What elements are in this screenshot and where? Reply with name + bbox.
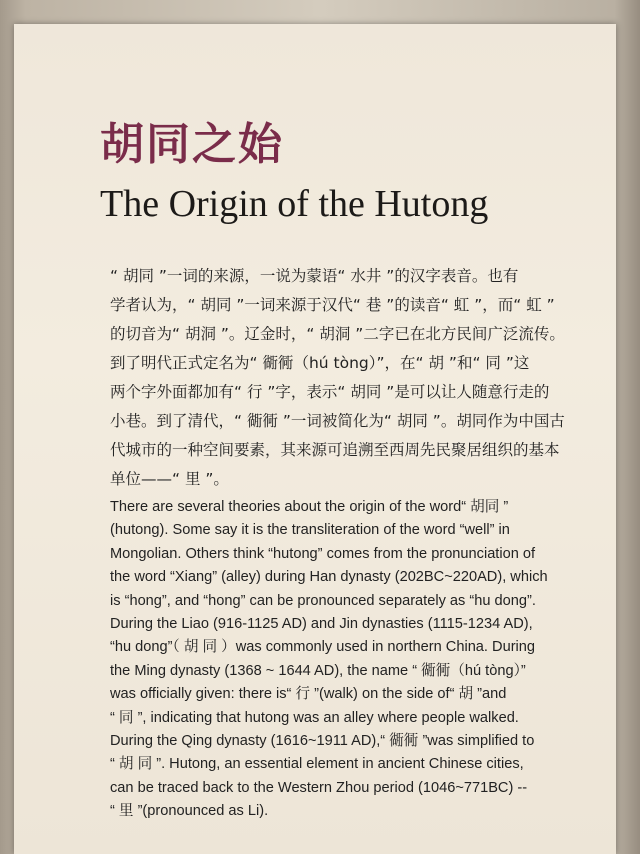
paragraph-english-line: Mongolian. Others think “hutong” comes from the pronunciation of	[110, 545, 536, 562]
paragraph-chinese-line: 单位——“ 里 ”。	[110, 470, 229, 488]
paragraph-english	[110, 496, 580, 824]
paragraph-chinese-line: 两个字外面都加有“ 行 ”字，表示“ 胡同 ”是可以让人随意行走的	[110, 383, 550, 401]
paragraph-chinese-line: “ 胡同 ”一词的来源，一说为蒙语“ 水井 ”的汉字表音。也有	[110, 267, 519, 285]
paragraph-english-line: “ 里 ”(pronounced as Li).	[110, 803, 269, 820]
exhibit-sign-panel	[14, 24, 616, 854]
paragraph-english-line: the Ming dynasty (1368 ~ 1644 AD), the name “ 衚衕（hú tòng）”	[110, 662, 526, 679]
paragraph-english-line: the word “Xiang” (alley) during Han dynasty (202BC~220AD), which	[110, 569, 548, 586]
paragraph-chinese	[110, 262, 580, 494]
paragraph-english-line: is “hong”, and “hong” can be pronounced separately as “hu dong”.	[110, 592, 536, 609]
paragraph-english-line: (hutong). Some say it is the transliteration of the word “well” in	[110, 522, 510, 539]
title-english: The Origin of the Hutong	[100, 183, 489, 225]
paragraph-english-line: “ 胡 同 ”. Hutong, an essential element in ancient Chinese cities,	[110, 756, 524, 773]
paragraph-chinese-line: 到了明代正式定名为“ 衚衕（hú tòng）”，在“ 胡 ”和“ 同 ”这	[110, 354, 530, 372]
paragraph-english-line: There are several theories about the origin of the word“ 胡同 ”	[110, 499, 509, 515]
paragraph-chinese-line: 学者认为，“ 胡同 ”一词来源于汉代“ 巷 ”的读音“ 虹 ”，而“ 虹 ”	[110, 296, 555, 314]
paragraph-english-line: “ 同 ”, indicating that hutong was an alley where people walked.	[110, 709, 519, 726]
paragraph-english-line: can be traced back to the Western Zhou period (1046~771BC) --	[110, 779, 528, 796]
title-chinese: 胡同之始	[100, 119, 284, 170]
paragraph-english-line: During the Qing dynasty (1616~1911 AD),“ 衚衕 ”was simplified to	[110, 733, 535, 750]
paragraph-english-line: was officially given: there is“ 行 ”(walk) on the side of“ 胡 ”and	[110, 686, 507, 703]
paragraph-english-line: During the Liao (916-1125 AD) and Jin dynasties (1115-1234 AD),	[110, 616, 533, 633]
paragraph-chinese-line: 代城市的一种空间要素，其来源可追溯至西周先民聚居组织的基本	[110, 441, 560, 459]
paragraph-chinese-line: 的切音为“ 胡洞 ”。辽金时，“ 胡洞 ”二字已在北方民间广泛流传。	[110, 325, 565, 343]
paragraph-english-line: “hu dong”（ 胡 同 ）was commonly used in northern China. During	[110, 639, 536, 656]
paragraph-chinese-line: 小巷。到了清代，“ 衚衕 ”一词被简化为“ 胡同 ”。胡同作为中国古	[110, 412, 565, 430]
